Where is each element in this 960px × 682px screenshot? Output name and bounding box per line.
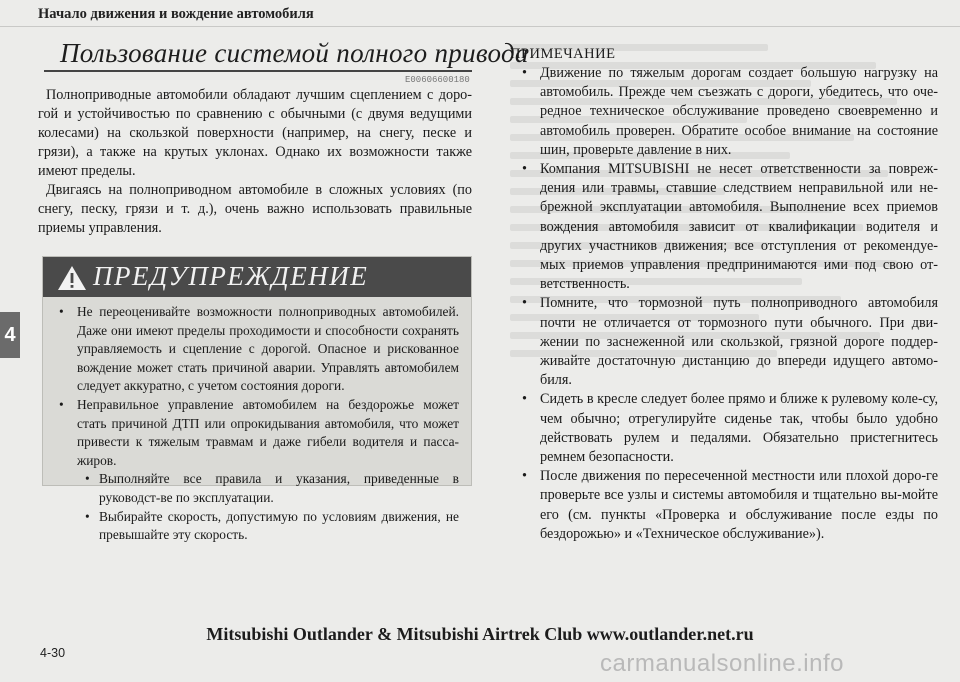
note-item	[510, 64, 938, 160]
bullet: •	[522, 391, 527, 408]
warning-item-text: Не переоценивайте возможности полноприводных автомобилей. Даже они имеют пределы проходимости и способности сохранять управляемость и сцепление с дорогой. Опасное и рискованное вождение может стать причиной аварии. Управлять автомобилем следует аккуратно, с учетом состояния дороги.	[77, 304, 459, 394]
warning-subitem-text: Выбирайте скорость, допустимую по условиям движения, не превышайте эту скорость.	[99, 508, 459, 543]
warning-title: ПРЕДУПРЕЖДЕНИЕ	[93, 261, 369, 291]
bullet: •	[59, 304, 64, 319]
warning-item	[57, 396, 459, 545]
bullet: •	[59, 396, 64, 412]
note-list	[510, 64, 938, 544]
warning-header	[43, 257, 471, 297]
chapter-tab: 4	[0, 312, 20, 358]
warning-box	[42, 256, 472, 543]
page-number: 4-30	[40, 646, 66, 660]
warning-list	[57, 303, 459, 545]
warning-subitem	[85, 470, 459, 507]
bullet: •	[522, 295, 527, 312]
bullet: •	[522, 65, 527, 81]
header-divider	[0, 26, 960, 27]
title-underline	[44, 70, 472, 72]
warning-subitem-text: Выполняйте все правила и указания, приведенные в руководст-ве по эксплуатации.	[99, 471, 459, 505]
warning-triangle-icon	[57, 265, 87, 291]
note-item-text: Движение по тяжелым дорогам создает большую нагрузку на автомобиль. Прежде чем съезжать с дороги, убедитесь, что оче-редное техническое обслуживание проведено своевременно и автомобиль проверен. Обратите особое внимание на состояние шин, проверьте давление в них.	[540, 65, 938, 158]
warning-item	[57, 303, 459, 396]
bullet: •	[522, 468, 527, 485]
note-item	[510, 294, 938, 390]
note-item-text: Сидеть в кресле следует более прямо и ближе к рулевому коле-су, чем обычно; отрегулируйте сиденье так, чтобы было удобно действовать рулем и педалями. Обязательно пристегнитесь ремнем безопасности.	[540, 391, 938, 466]
warning-sublist	[77, 470, 459, 544]
document-code: E00606600180	[405, 75, 470, 85]
note-item	[510, 390, 938, 467]
note-item-text: Помните, что тормозной путь полноприводного автомобиля почти не отличается от тормозного пути обычного. При дви-жении по заснеженной или скользкой, грязной дороге поддер-живайте достаточную дистанцию до впереди идущего автомо-биля.	[540, 295, 938, 389]
note-heading: ПРИМЕЧАНИЕ	[510, 46, 616, 62]
intro-paragraph: Двигаясь на полноприводном автомобиле в сложных условиях (по снегу, песку, грязи и т. д.), очень важно использовать правильные приемы управления.	[38, 182, 472, 236]
warning-item-text: Неправильное управление автомобилем на бездорожье может стать причиной ДТП или опрокидывания автомобиля, что может привести к тяжелым травмам и даже гибели водителя и пасса-жиров.	[77, 396, 459, 468]
page-title: Пользование системой полного привода	[60, 38, 529, 68]
note-item-text: Компания MITSUBISHI не несет ответственности за повреж-дения или травмы, ставшие следствием неправильной или не-брежной эксплуатации автомобиля. Выполнение всех приемов вождения автомобиля зависит от квалификации водителя и других участников движения; все отступления от рекомендуе-мых приемов управления предпринимаются ими под свою от-ветственность.	[540, 161, 938, 293]
note-item-text: После движения по пересеченной местности или плохой доро-ге проверьте все узлы и системы автомобиля и тщательно вы-мойте его (см. пункты «Проверка и обслуживание после езды по бездорожью» и «Техническое обслуживание»).	[540, 468, 938, 542]
bullet: •	[85, 471, 90, 487]
intro-text	[38, 86, 472, 238]
bullet: •	[522, 161, 527, 178]
section-header: Начало движения и вождение автомобиля	[38, 6, 314, 22]
watermark: carmanualsonline.info	[600, 650, 844, 677]
intro-paragraph: Полноприводные автомобили обладают лучшим сцеплением с доро-гой и устойчивостью по сравнению с обычными (с двумя ведущими колесами) на скользкой поверхности (например, на снегу, песке и грязи), а также на крутых уклонах. Однако их возможности также имеют пределы.	[38, 87, 472, 179]
club-footer: Mitsubishi Outlander & Mitsubishi Airtrek Club www.outlander.net.ru	[206, 624, 754, 644]
bullet: •	[85, 508, 90, 524]
warning-subitem	[85, 508, 459, 545]
note-item	[510, 467, 938, 544]
note-item	[510, 160, 938, 294]
